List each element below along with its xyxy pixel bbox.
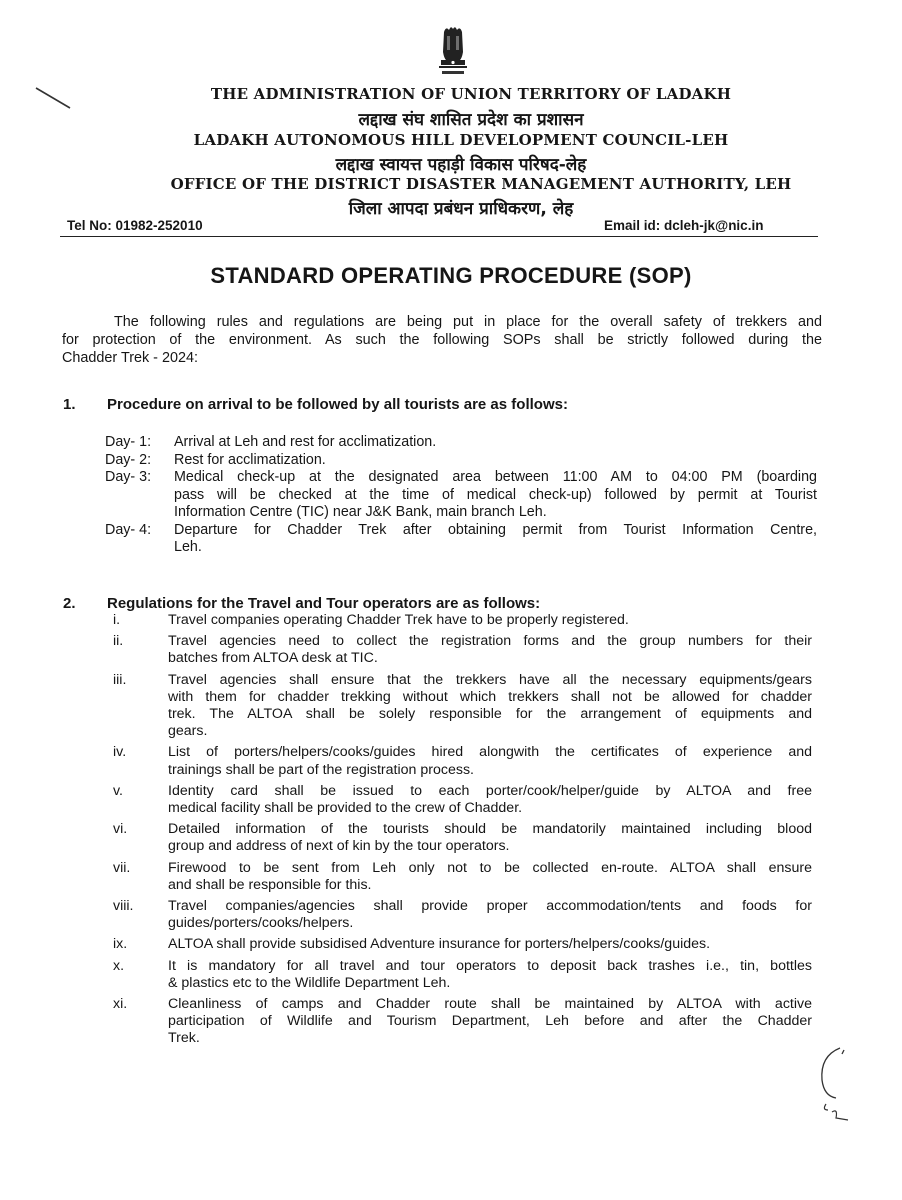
list-item-text: [174, 469, 817, 522]
list-item: [113, 612, 812, 629]
operator-regulations-list: [113, 612, 812, 1048]
list-item: [113, 958, 812, 992]
letterhead-ut-administration: THE ADMINISTRATION OF UNION TERRITORY OF LADAKH: [210, 85, 732, 103]
section-heading-text: Regulations for the Travel and Tour operators are as follows:: [107, 595, 541, 612]
list-item-label: ix.: [113, 936, 128, 953]
list-item-label: x.: [113, 957, 125, 974]
list-item: [113, 783, 812, 817]
list-item-text: [168, 958, 812, 992]
list-item-line: batches from ALTOA desk at TIC.: [168, 650, 378, 667]
section-number: 1.: [63, 396, 76, 413]
list-item-line: & plastics etc to the Wildlife Department Leh.: [168, 974, 451, 991]
list-item-line: Medical check-up at the designated area between 11:00 AM to 04:00 PM (boarding: [174, 469, 817, 485]
list-item-line: pass will be checked at the time of medical check-up) followed by permit at Tourist: [174, 486, 817, 503]
list-item-line: Travel companies/agencies shall provide proper accommodation/tents and foods for: [168, 898, 812, 915]
list-item-text: [174, 452, 817, 470]
list-item-line: Departure for Chadder Trek after obtaining permit from Tourist Information Centre,: [174, 521, 817, 538]
list-item-text: [168, 744, 812, 778]
national-emblem-icon: [434, 22, 472, 80]
section-1-heading: [63, 396, 763, 416]
list-item-label: v.: [113, 782, 123, 799]
list-item: [105, 452, 817, 470]
list-item-text: [168, 860, 812, 894]
list-item: [105, 522, 817, 557]
telephone-number: Tel No: 01982-252010: [67, 218, 203, 233]
list-item-line: trainings shall be part of the registration process.: [168, 761, 474, 778]
letterhead-ddma-office-hindi: जिला आपदा प्रबंधन प्राधिकरण, लेह: [348, 199, 574, 219]
list-item-line: Arrival at Leh and rest for acclimatization.: [174, 434, 437, 450]
list-item-label: viii.: [113, 898, 134, 915]
list-item-line: It is mandatory for all travel and tour operators to deposit back trashes i.e., tin, bottles: [168, 957, 812, 974]
list-item-text: [174, 522, 817, 557]
list-item: [105, 469, 817, 522]
list-item-line: gears.: [168, 723, 208, 740]
list-item-label: i.: [113, 612, 121, 628]
document-title: STANDARD OPERATING PROCEDURE (SOP): [210, 263, 692, 288]
list-item-label: Day- 4:: [105, 521, 152, 538]
section-number: 2.: [63, 595, 76, 612]
arrival-schedule-list: [105, 434, 817, 557]
letterhead-divider: [60, 236, 818, 237]
list-item-line: Information Centre (TIC) near J&K Bank, main branch Leh.: [174, 504, 547, 520]
list-item-line: participation of Wildlife and Tourism Department, Leh before and after the Chadder: [168, 1013, 812, 1030]
letterhead-hill-council: LADAKH AUTONOMOUS HILL DEVELOPMENT COUNCIL-LEH: [193, 131, 729, 149]
list-item: [113, 996, 812, 1048]
list-item-text: [168, 633, 812, 667]
list-item-line: List of porters/helpers/cooks/guides hired alongwith the certificates of experience and: [168, 744, 812, 761]
list-item-label: ii.: [113, 633, 124, 650]
list-item-line: Travel agencies need to collect the registration forms and the group numbers for their: [168, 633, 812, 650]
list-item-line: Leh.: [174, 539, 202, 555]
list-item-line: Travel companies operating Chadder Trek have to be properly registered.: [168, 612, 629, 628]
list-item-label: vii.: [113, 859, 131, 876]
list-item-text: [168, 996, 812, 1048]
list-item-label: Day- 2:: [105, 451, 152, 468]
list-item-line: with them for chadder trekking without which trekkers shall not be allowed for chadder: [168, 688, 812, 705]
list-item-text: [174, 434, 817, 452]
list-item-text: [168, 936, 812, 953]
handwritten-initials: [808, 1040, 868, 1140]
list-item-line: Cleanliness of camps and Chadder route shall be maintained by ALTOA with active: [168, 996, 812, 1013]
list-item: [105, 434, 817, 452]
list-item-line: guides/porters/cooks/helpers.: [168, 915, 354, 932]
list-item-label: xi.: [113, 996, 128, 1013]
list-item-label: iv.: [113, 744, 127, 761]
list-item-line: Detailed information of the tourists should be mandatorily maintained including blood: [168, 821, 812, 838]
list-item-line: trek. The ALTOA shall be solely responsible for the arrangement of equipments and: [168, 706, 812, 723]
list-item-line: ALTOA shall provide subsidised Adventure insurance for porters/helpers/cooks/guides.: [168, 936, 711, 953]
list-item-line: medical facility shall be provided to the crew of Chadder.: [168, 800, 523, 817]
intro-line: for protection of the environment. As such the following SOPs shall be strictly followed during the: [62, 332, 822, 348]
list-item-line: Identity card shall be issued to each porter/cook/helper/guide by ALTOA and free: [168, 782, 812, 799]
section-heading-text: Procedure on arrival to be followed by all tourists are as follows:: [107, 396, 568, 413]
list-item: [113, 633, 812, 667]
intro-paragraph: [62, 313, 822, 367]
list-item-line: group and address of next of kin by the tour operators.: [168, 838, 510, 855]
intro-line: The following rules and regulations are being put in place for the overall safety of trekkers and: [114, 314, 822, 330]
email-address: Email id: dcleh-jk@nic.in: [604, 218, 764, 233]
list-item-label: Day- 3:: [105, 469, 152, 485]
list-item-line: Trek.: [168, 1030, 200, 1047]
list-item: [113, 821, 812, 855]
list-item-line: Rest for acclimatization.: [174, 451, 326, 468]
list-item-label: Day- 1:: [105, 434, 152, 450]
list-item-line: Firewood to be sent from Leh only not to be collected en-route. ALTOA shall ensure: [168, 859, 812, 876]
list-item: [113, 936, 812, 953]
list-item-text: [168, 783, 812, 817]
letterhead-ut-administration-hindi: लद्दाख संघ शासित प्रदेश का प्रशासन: [358, 110, 584, 130]
list-item-text: [168, 898, 812, 932]
letterhead-ddma-office: OFFICE OF THE DISTRICT DISASTER MANAGEMENT AUTHORITY, LEH: [170, 175, 792, 193]
list-item: [113, 672, 812, 741]
list-item-line: and shall be responsible for this.: [168, 876, 372, 893]
list-item: [113, 860, 812, 894]
list-item-text: [168, 612, 812, 629]
list-item-text: [168, 821, 812, 855]
intro-line: Chadder Trek - 2024:: [62, 350, 198, 366]
list-item-line: Travel agencies shall ensure that the trekkers have all the necessary equipments/gears: [168, 671, 812, 688]
list-item-text: [168, 672, 812, 741]
list-item: [113, 898, 812, 932]
list-item: [113, 744, 812, 778]
letterhead-hill-council-hindi: लद्दाख स्वायत्त पहाड़ी विकास परिषद-लेह: [335, 155, 587, 175]
list-item-label: iii.: [113, 671, 127, 688]
list-item-label: vi.: [113, 821, 128, 838]
